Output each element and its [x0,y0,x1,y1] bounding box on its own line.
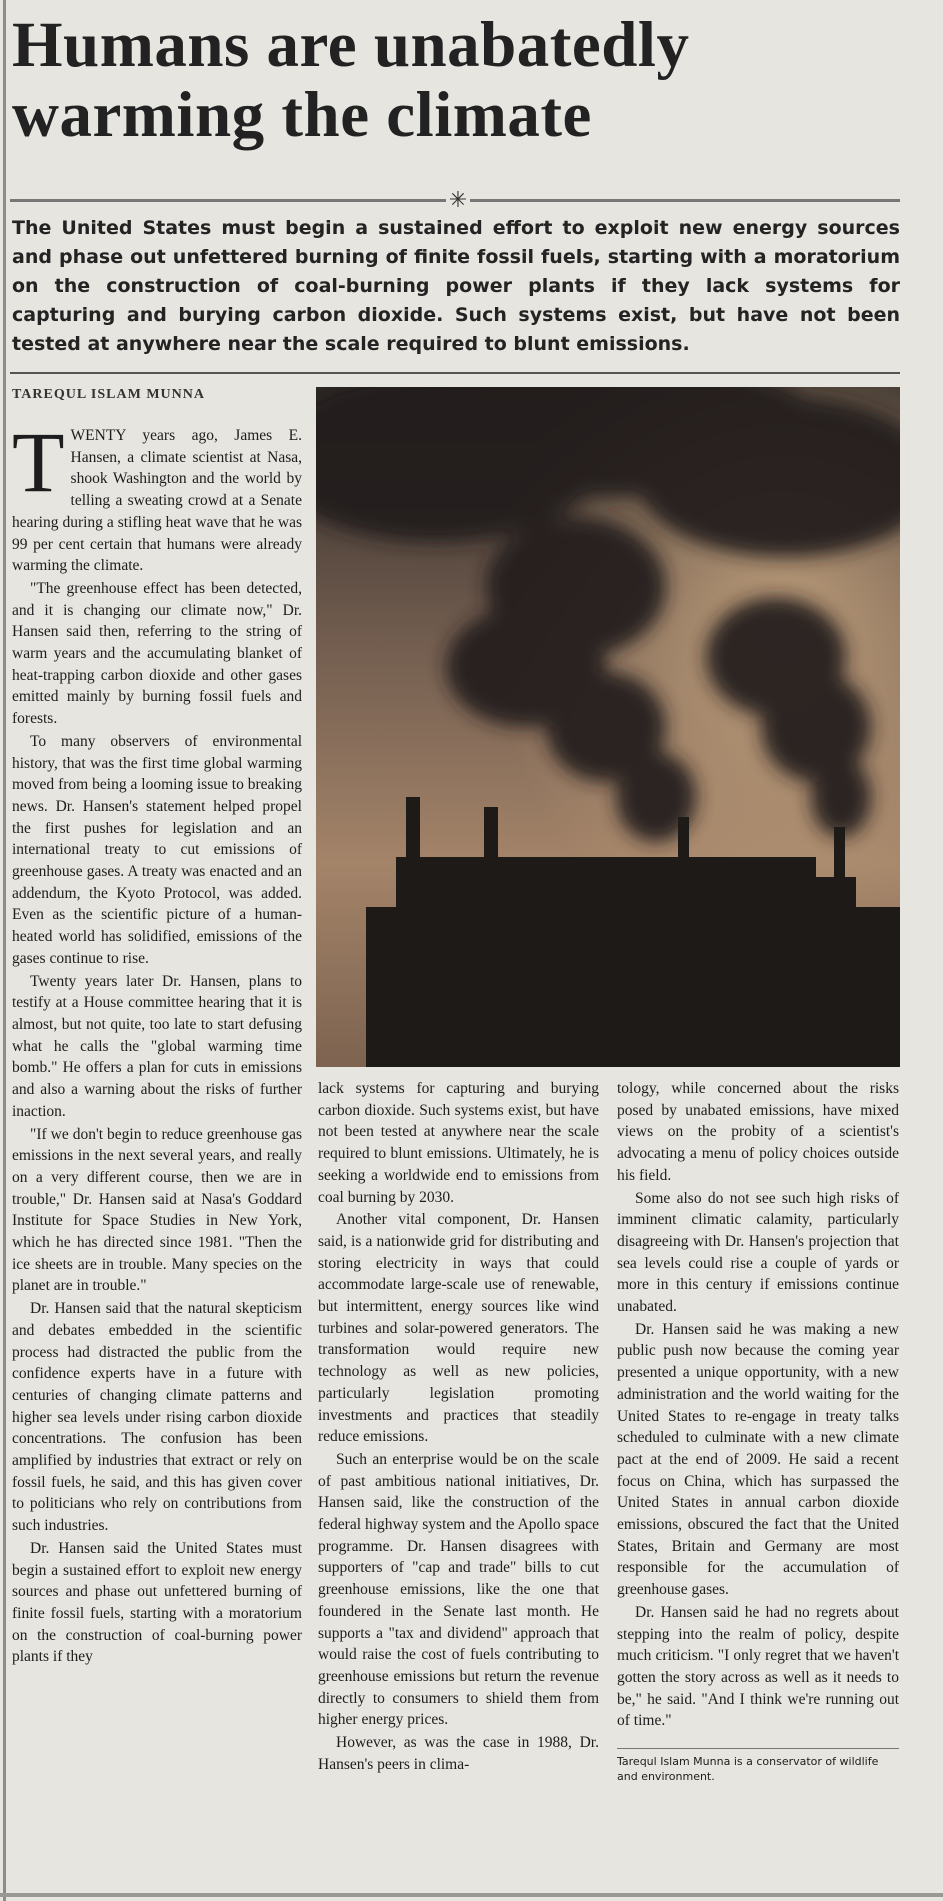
paragraph: "If we don't begin to reduce greenhouse gas emissions in the next several years, and really on a very different course, then we are in trouble," Dr. Hansen said at Nasa's Goddard Institute for Space Studies in New York, which he has directed since 1981. "Then the ice sheets are in trouble. Many species on the planet are in trouble." [12,1125,302,1295]
paragraph: tology, while concerned about the risks posed by unabated emissions, have mixed views on the probity of a scientist's advocating a menu of policy choices outside his field. [617,1080,899,1184]
paragraph: "The greenhouse effect has been detected, and it is changing our climate now," Dr. Hansen said then, referring to the string of warm years and the accumulating blanket of heat-trapping carbon dioxide and other gases emitted mainly by burning fossil fuels and forests. [12,579,302,728]
headline-divider [10,188,900,212]
paragraph: To many observers of environmental history, that was the first time global warming moved from being a looming issue to breaking news. Dr. Hansen's statement helped propel the first pushes for legislation and an international treaty to cut emissions of greenhouse gases. A treaty was enacted and an addendum, the Kyoto Protocol, was added. Even as the scientific picture of a human-heated world has solidified, emissions of the gases continue to rise. [12,732,302,967]
paragraph: Some also do not see such high risks of imminent climatic calamity, particularly disagreeing with Dr. Hansen's projection that sea levels could rise a couple of yards or more in this century if emissions continue unabated. [617,1189,899,1316]
paragraph: TWENTY years ago, James E. Hansen, a climate scientist at Nasa, shook Washington and the world by telling a sweating crowd at a Senate hearing during a stifling heat wave that he was 99 per cent certain that humans were already warming the climate. [12,414,302,575]
byline: TAREQUL ISLAM MUNNA [12,387,205,402]
article-column-1 [12,414,302,1669]
paragraph: lack systems for capturing and burying carbon dioxide. Such systems exist, but have not been tested at anywhere near the scale required to blunt emissions. Ultimately, he is seeking a worldwide end to emissions from coal burning by 2030. [318,1080,599,1206]
paragraph: Such an enterprise would be on the scale of past ambitious national initiatives, Dr. Hansen said, like the construction of the federal highway system and the Apollo space programme. Dr. Hansen disagrees with supporters of "cap and trade" bills to cut greenhouse emissions, like the one that foundered in the Senate last month. He supports a "tax and dividend" approach that would raise the cost of fuels contributing to greenhouse emissions but return the revenue directly to consumers to shield them from higher energy prices. [318,1450,599,1729]
paragraph: Twenty years later Dr. Hansen, plans to testify at a House committee hearing that it is almost, but not quite, too late to start defusing what he calls the "global warming time bomb." He offers a plan for cuts in emissions and also a warning about the risks of further inaction. [12,972,302,1120]
article-column-2 [318,1078,599,1777]
paragraph: Another vital component, Dr. Hansen said, is a nationwide grid for distributing and storing electricity in ways that could accommodate large-scale use of renewable, but intermittent, energy sources like wind turbines and solar-powered generators. The transformation would require new technology as well as new policies, particularly legislation promoting investments and practices that steadily reduce emissions. [318,1211,599,1446]
drop-cap: T [12,414,65,510]
paragraph: However, as was the case in 1988, Dr. Hansen's peers in clima- [318,1734,599,1773]
paragraph: Dr. Hansen said the United States must begin a sustained effort to exploit new energy sources and phase out unfettered burning of finite fossil fuels, starting with a moratorium on the construction of coal-burning power plants if they [12,1539,302,1666]
article-column-3 [617,1078,899,1784]
page-bottom-rule [0,1893,943,1897]
article-headline: Humans are unabatedly warming the climate [12,9,690,151]
page-edge-rule [3,0,6,1901]
paragraph: Dr. Hansen said he had no regrets about stepping into the realm of policy, despite much criticism. "I only regret that we haven't gotten the story across as well as it needs to be," he said. "And I think we're running out of time." [617,1603,899,1730]
standfirst-rule [10,372,900,374]
paragraph: Dr. Hansen said he was making a new public push now because the coming year presented a unique opportunity, with a new administration and the world waiting for the United States to re-engage in treaty talks scheduled to culminate with a new climate pact at the end of 2009. He said a recent focus on China, which has surpassed the United States in annual carbon dioxide emissions, obscured the fact that the United States, Britain and Germany are most responsible for the accumulation of greenhouse gases. [617,1320,899,1599]
paragraph: Dr. Hansen said that the natural skepticism and debates embedded in the scientific process had distracted the public from the confidence experts have in a future with centuries of changing climate patterns and higher sea levels under rising carbon dioxide concentrations. The confusion has been amplified by industries that extract or rely on fossil fuels, he said, and this has given cover to politicians who rely on contributions from such industries. [12,1300,302,1535]
article-standfirst: The United States must begin a sustained effort to exploit new energy sources and phase out unfettered burning of finite fossil fuels, starting with a moratorium on the construction of coal-burning power plants if they lack systems for capturing and burying carbon dioxide. Such systems exist, but have not been tested at anywhere near the scale required to blunt emissions. [12,217,900,355]
author-bio: Tarequl Islam Munna is a conservator of wildlife and environment. [617,1748,899,1784]
smokestacks-photo [316,387,900,1067]
starburst-icon: ✳ [446,188,470,212]
